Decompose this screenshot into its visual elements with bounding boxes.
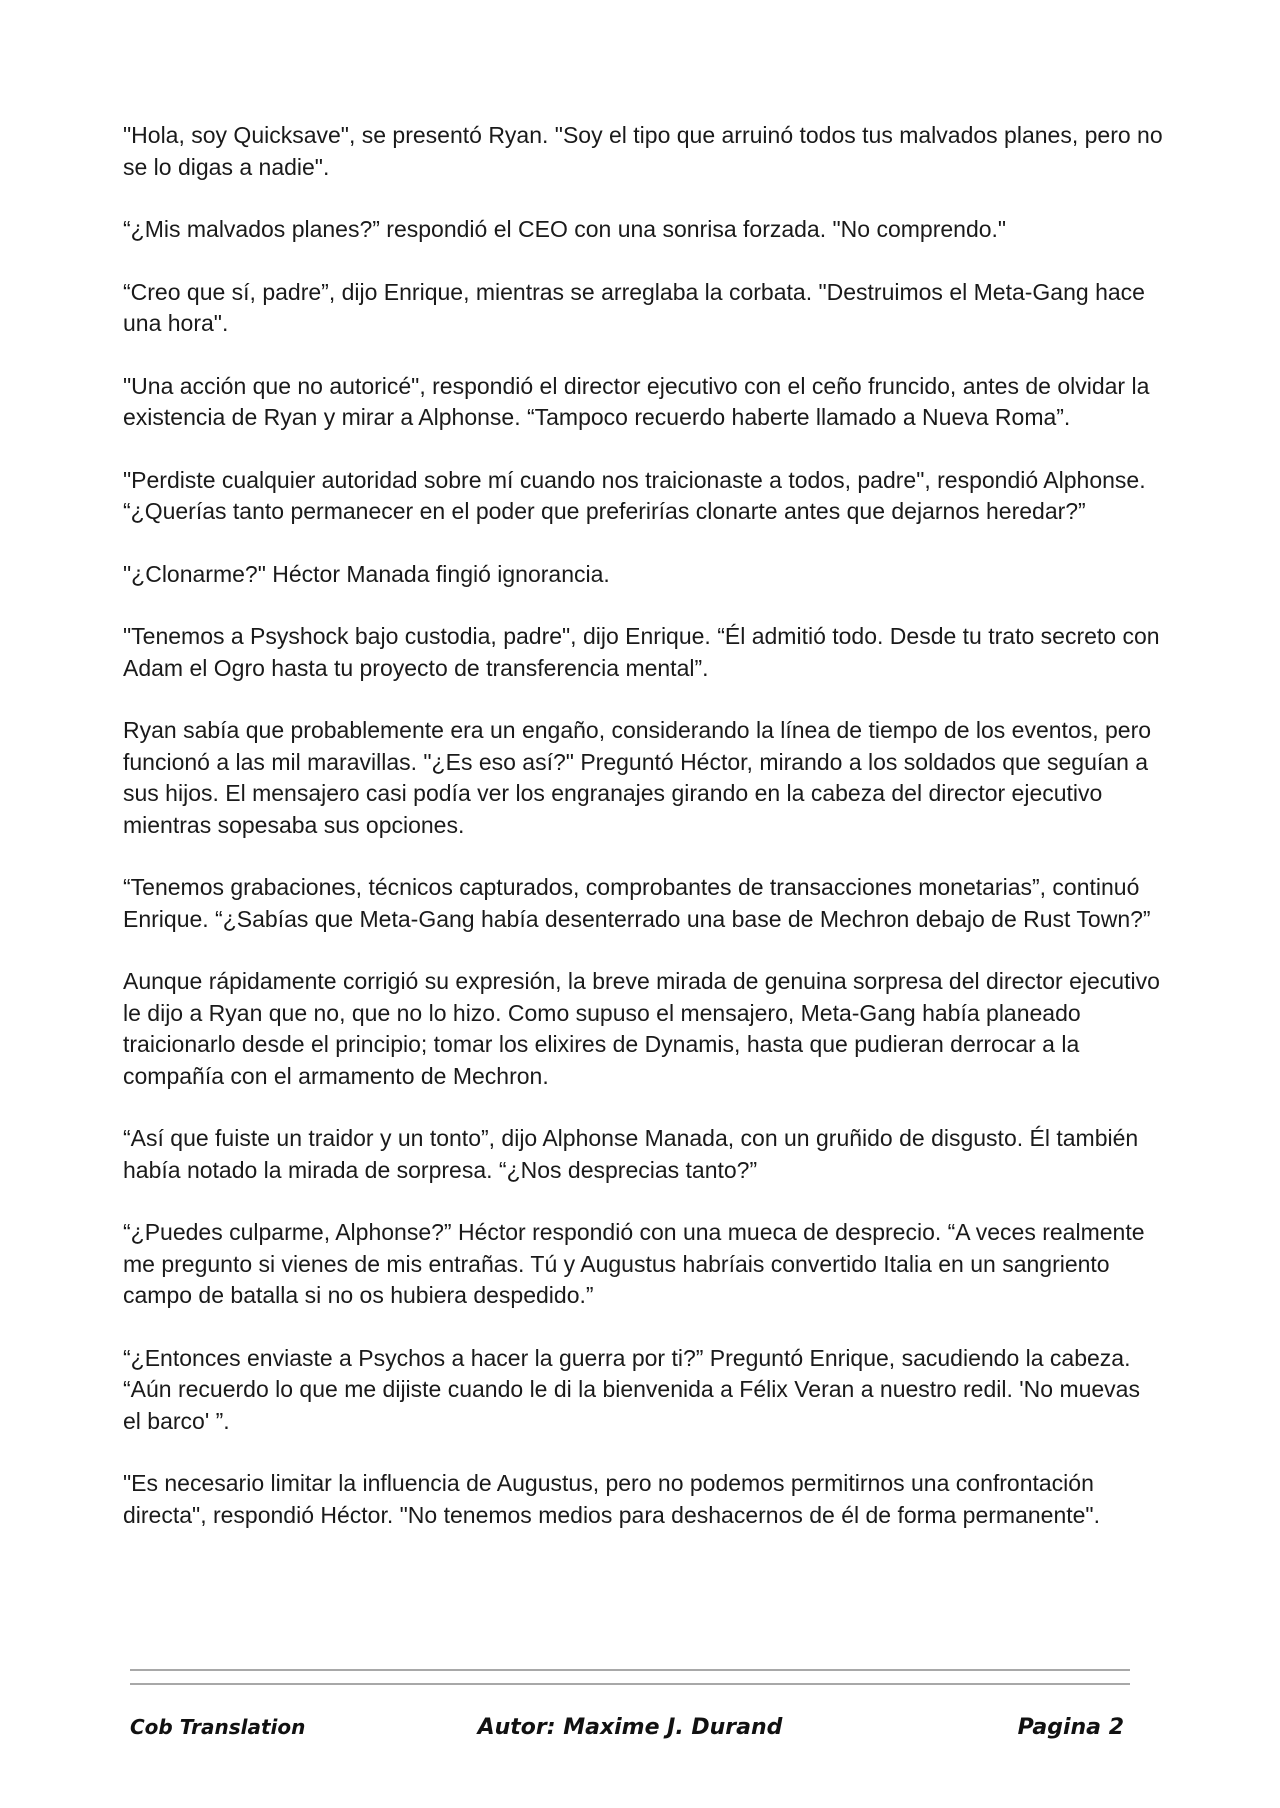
footer-translator: Cob Translation [130, 1715, 306, 1739]
paragraph-5: "Perdiste cualquier autoridad sobre mí cuando nos traicionaste a todos, padre", respondió Alphonse. “¿Querías tanto permanecer en el poder que preferirías clonarte antes que dejarnos heredar?” [123, 466, 1146, 524]
paragraph-2: “¿Mis malvados planes?” respondió el CEO con una sonrisa forzada. "No comprendo." [123, 216, 1007, 242]
paragraph-13: “¿Entonces enviaste a Psychos a hacer la guerra por ti?” Preguntó Enrique, sacudiendo la cabeza. “Aún recuerdo lo que me dijiste cuando le di la bienvenida a Félix Veran a nuestro redil. 'No muevas el barco' ”. [123, 1344, 1140, 1434]
page-footer [130, 1715, 1130, 1749]
footer-divider-top [130, 1669, 1130, 1671]
paragraph-11: “Así que fuiste un traidor y un tonto”, dijo Alphonse Manada, con un gruñido de disgusto. Él también había notado la mirada de sorpresa. “¿Nos desprecias tanto?” [123, 1125, 1139, 1183]
footer-divider-bottom [130, 1683, 1130, 1685]
footer-author: Autor: Maxime J. Durand [477, 1715, 783, 1740]
paragraph-8: Ryan sabía que probablemente era un engaño, considerando la línea de tiempo de los eventos, pero funcionó a las mil maravillas. "¿Es eso así?" Preguntó Héctor, mirando a los soldados que seguían a sus hijos. El mensajero casi podía ver los engranajes girando en la cabeza del director ejecutivo mientras sopesaba sus opciones. [123, 717, 1152, 838]
paragraph-12: “¿Puedes culparme, Alphonse?” Héctor respondió con una mueca de desprecio. “A veces realmente me pregunto si vienes de mis entrañas. Tú y Augustus habríais convertido Italia en un sangriento campo de batalla si no os hubiera despedido.” [123, 1219, 1145, 1308]
paragraph-14: "Es necesario limitar la influencia de Augustus, pero no podemos permitirnos una confrontación directa", respondió Héctor. "No tenemos medios para deshacernos de él de forma permanente". [123, 1470, 1100, 1528]
paragraph-10: Aunque rápidamente corrigió su expresión, la breve mirada de genuina sorpresa del director ejecutivo le dijo a Ryan que no, que no lo hizo. Como supuso el mensajero, Meta-Gang había planeado traicionarlo desde el principio; tomar los elixires de Dynamis, hasta que pudieran derrocar a la compañía con el armamento de Mechron. [123, 968, 1160, 1089]
paragraph-4: "Una acción que no autoricé", respondió el director ejecutivo con el ceño fruncido, antes de olvidar la existencia de Ryan y mirar a Alphonse. “Tampoco recuerdo haberte llamado a Nueva Roma”. [123, 372, 1150, 430]
paragraph-3: “Creo que sí, padre”, dijo Enrique, mientras se arreglaba la corbata. "Destruimos el Meta-Gang hace una hora". [123, 278, 1145, 336]
paragraph-7: "Tenemos a Psyshock bajo custodia, padre", dijo Enrique. “Él admitió todo. Desde tu trato secreto con Adam el Ogro hasta tu proyecto de transferencia mental”. [123, 623, 1160, 681]
paragraph-6: "¿Clonarme?" Héctor Manada fingió ignorancia. [123, 560, 610, 587]
footer-page-number: Pagina 2 [1017, 1715, 1124, 1740]
body-text [123, 120, 1163, 1562]
paragraph-9: “Tenemos grabaciones, técnicos capturados, comprobantes de transacciones monetarias”, continuó Enrique. “¿Sabías que Meta-Gang había desenterrado una base de Mechron debajo de Rust Town?” [123, 874, 1151, 932]
paragraph-1: "Hola, soy Quicksave", se presentó Ryan. "Soy el tipo que arruinó todos tus malvados planes, pero no se lo digas a nadie". [123, 122, 1163, 180]
